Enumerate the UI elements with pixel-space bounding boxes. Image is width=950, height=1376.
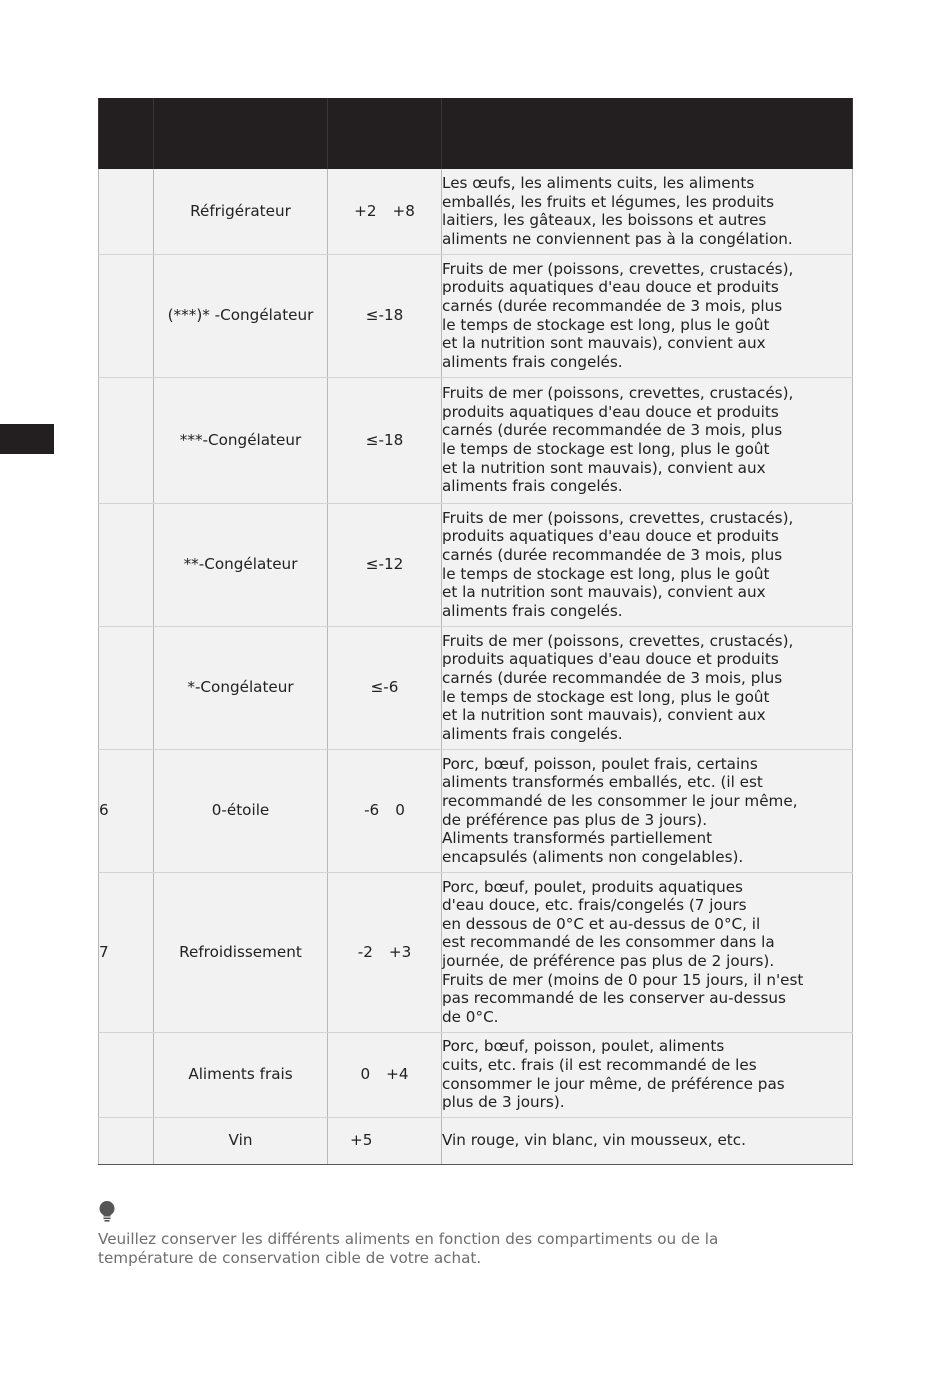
row-number: [99, 1032, 154, 1117]
food-description-text: Fruits de mer (poissons, crevettes, crustacés), produits aquatiques d'eau douce et produits carnés (durée recommandée de 3 mois, plus le temps de stockage est long, plus le goût et la nutrition sont mauvais), convient aux aliments frais congelés.: [442, 259, 794, 371]
food-description: [442, 254, 853, 377]
food-description-text: Fruits de mer (poissons, crevettes, crustacés), produits aquatiques d'eau douce et produits carnés (durée recommandée de 3 mois, plus le temps de stockage est long, plus le goût et la nutrition sont mauvais), convient aux aliments frais congelés.: [442, 384, 794, 496]
temperature-min: -6: [364, 801, 380, 820]
note-text-content: Veuillez conserver les différents aliments en fonction des compartiments ou de la température de conservation cible de votre achat.: [98, 1230, 719, 1267]
temperature-range: [328, 377, 442, 503]
food-description: [442, 503, 853, 626]
temperature-range: [328, 1032, 442, 1117]
table-row: [99, 872, 853, 1032]
food-description: [442, 749, 853, 872]
temperature-range: [328, 872, 442, 1032]
temperature-min: +5: [350, 1131, 373, 1150]
temperature-min: -2: [357, 942, 373, 961]
note-text: [98, 1230, 818, 1268]
compartment-name: (***)* -Congélateur: [154, 254, 328, 377]
food-description-text: Porc, bœuf, poisson, poulet frais, certains aliments transformés emballés, etc. (il est recommandé de les consommer le jour même, de préférence pas plus de 3 jours). Aliments transformés partiellement encapsulés (aliments non congelables).: [442, 754, 798, 866]
header-cell-food: [442, 98, 853, 169]
temperature-max: +4: [386, 1065, 409, 1084]
header-cell-temperature: [328, 98, 442, 169]
side-tab-marker: [0, 424, 54, 454]
temperature-max: +3: [388, 942, 412, 961]
compartment-name: Aliments frais: [154, 1032, 328, 1117]
table-row: [99, 503, 853, 626]
food-description-text: Vin rouge, vin blanc, vin mousseux, etc.: [442, 1131, 746, 1150]
row-number: [99, 626, 154, 749]
compartment-name: Réfrigérateur: [154, 169, 328, 254]
temperature-range: [328, 626, 442, 749]
food-description: [442, 1117, 853, 1164]
row-number: [99, 377, 154, 503]
row-number: 7: [99, 872, 154, 1032]
table-row: [99, 254, 853, 377]
food-description: [442, 872, 853, 1032]
food-description: [442, 377, 853, 503]
food-description-text: Fruits de mer (poissons, crevettes, crustacés), produits aquatiques d'eau douce et produits carnés (durée recommandée de 3 mois, plus le temps de stockage est long, plus le goût et la nutrition sont mauvais), convient aux aliments frais congelés.: [442, 508, 794, 620]
temperature-range: [328, 254, 442, 377]
temperature-min: ≤-12: [365, 555, 404, 574]
temperature-min: +2: [354, 201, 377, 220]
temperature-min: ≤-6: [370, 678, 399, 697]
food-description: [442, 169, 853, 254]
temperature-max: 0: [395, 801, 405, 820]
temperature-min: ≤-18: [365, 306, 404, 325]
table-row: [99, 749, 853, 872]
table-row: [99, 1032, 853, 1117]
table-row: [99, 1117, 853, 1164]
food-description: [442, 1032, 853, 1117]
food-description: [442, 626, 853, 749]
food-description-text: Les œufs, les aliments cuits, les aliments emballés, les fruits et légumes, les produits laitiers, les gâteaux, les boissons et autres aliments ne conviennent pas à la congélation.: [442, 174, 793, 248]
row-number: [99, 254, 154, 377]
temperature-range: [328, 749, 442, 872]
lightbulb-icon: [98, 1201, 116, 1223]
compartment-name: *-Congélateur: [154, 626, 328, 749]
table-row: [99, 169, 853, 254]
temperature-range: [328, 1117, 442, 1164]
food-description-text: Porc, bœuf, poisson, poulet, aliments cuits, etc. frais (il est recommandé de les consommer le jour même, de préférence pas plus de 3 jours).: [442, 1037, 785, 1112]
temperature-min: ≤-18: [365, 430, 404, 449]
compartment-name: Vin: [154, 1117, 328, 1164]
compartment-name: **-Congélateur: [154, 503, 328, 626]
row-number: [99, 503, 154, 626]
food-description-text: Porc, bœuf, poulet, produits aquatiques d'eau douce, etc. frais/congelés (7 jours en dessous de 0°C et au-dessus de 0°C, il est recommandé de les consommer dans la journée, de préférence pas plus de 2 jours). Fruits de mer (moins de 0 pour 15 jours, il n'est pas recommandé de les conserver au-dessus de 0°C.: [442, 877, 804, 1026]
table-header-row: [99, 98, 853, 169]
table-row: [99, 626, 853, 749]
compartment-name: ***-Congélateur: [154, 377, 328, 503]
compartment-name: 0-étoile: [154, 749, 328, 872]
row-number: 6: [99, 749, 154, 872]
row-number: [99, 1117, 154, 1164]
food-description-text: Fruits de mer (poissons, crevettes, crustacés), produits aquatiques d'eau douce et produits carnés (durée recommandée de 3 mois, plus le temps de stockage est long, plus le goût et la nutrition sont mauvais), convient aux aliments frais congelés.: [442, 631, 794, 743]
storage-table: [98, 98, 853, 1165]
temperature-range: [328, 169, 442, 254]
table-row: [99, 377, 853, 503]
row-number: [99, 169, 154, 254]
header-cell-number: [99, 98, 154, 169]
temperature-range: [328, 503, 442, 626]
header-cell-compartment: [154, 98, 328, 169]
temperature-min: 0: [360, 1065, 371, 1084]
compartment-name: Refroidissement: [154, 872, 328, 1032]
temperature-max: +8: [392, 201, 415, 220]
